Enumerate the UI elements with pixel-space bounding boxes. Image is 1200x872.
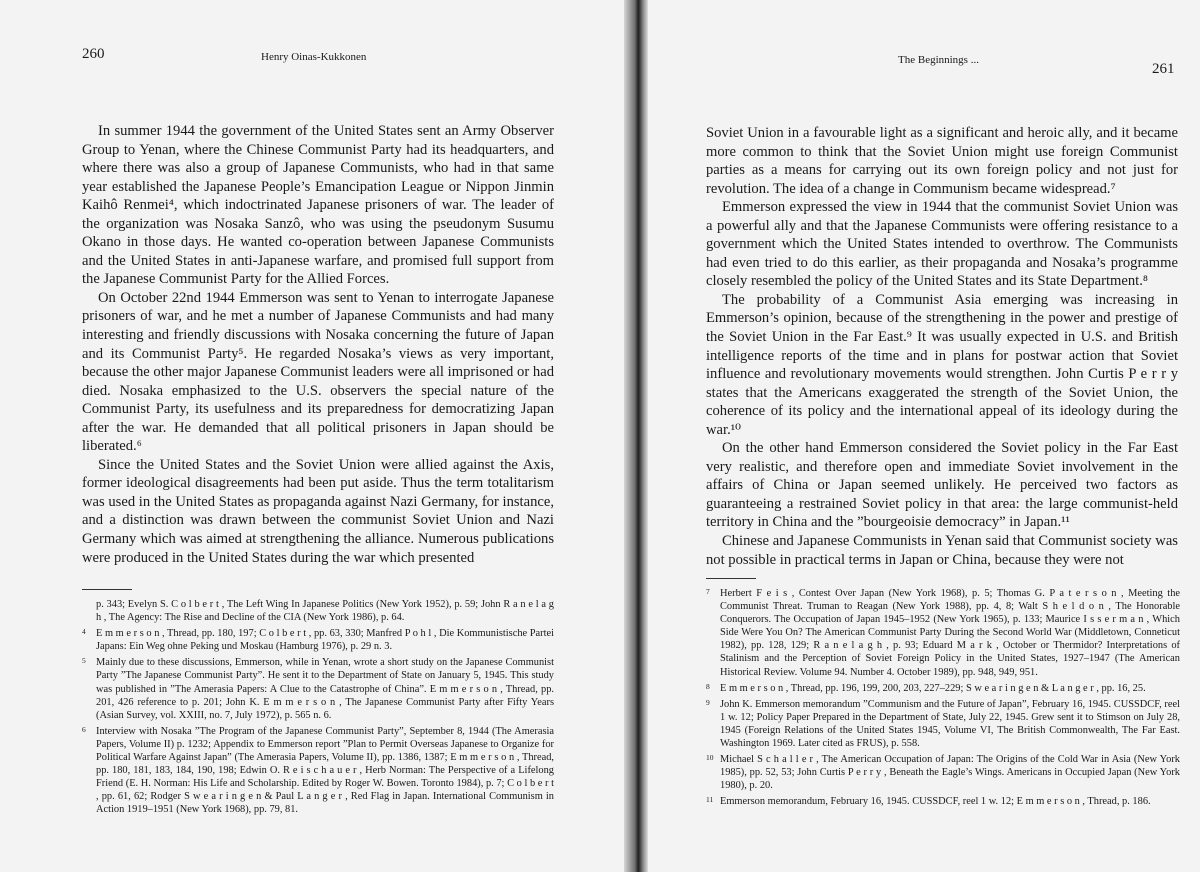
right-running-head: The Beginnings ... bbox=[898, 54, 979, 66]
footnote-text: E m m e r s o n , Thread, pp. 180, 197; C o l b e r t , pp. 63, 330; Manfred P o h l , Die Kommunistische Partei Japans: Ein Weg ohne Peking und Moskau (Hamburg 1976), p. 29 n. 3. bbox=[96, 628, 554, 653]
footnote bbox=[82, 725, 554, 817]
footnote-mark: 9 bbox=[706, 697, 710, 707]
footnote bbox=[706, 587, 1180, 679]
footnote-text: Interview with Nosaka ”The Program of the Japanese Communist Party”, September 8, 1944 (The Amerasia Papers, Volume II) p. 1232; Appendix to Emmerson report ”Plan to Permit Overseas Japanese to Organize for Political Warfare Against Japan” (The Amerasia Papers, Volume II), pp. 1386, 1387; E m m e r s o n , Thread, pp. 180, 181, 183, 184, 190, 198; Edwin O. R e i s c h a u e r , Herb Norman: The Perspective of a Lifelong Friend (E. H. Norman: His Life and Scholarship. Edited by Roger W. Bowen. Toronto 1984), p. 7; C o l b e r t , pp. 61, 62; Rodger S w e a r i n g e n & Paul L a n g e r , Red Flag in Japan. International Communism in Action 1919–1951 (New York 1968), pp. 79, 81. bbox=[96, 725, 554, 816]
paragraph: The probability of a Communist Asia emerging was increasing in Emmerson’s opinion, because of the strengthening in the power and prestige of the Soviet Union in the Far East.⁹ It was usually expected in U.S. and British intelligence reports of the time and in plans for postwar action that Soviet influence and revolutionary movements would strengthen. John Curtis P e r r y states that the Americans exaggerated the strength of the Soviet Union, the coherence of its policy and the international appeal of its ideology during the war.¹⁰ bbox=[706, 291, 1178, 438]
footnote bbox=[706, 795, 1180, 808]
right-page-number: 261 bbox=[1152, 61, 1175, 77]
footnote-rule bbox=[706, 578, 756, 579]
footnote-text: Herbert F e i s , Contest Over Japan (New York 1968), p. 5; Thomas G. P a t e r s o n , Meeting the Communist Threat. Truman to Reagan (New York 1988), pp. 4, 8; Walt S h e l d o n , The Honorable Conquerors. The Occupation of Japan 1945–1952 (New York 1965), p. 133; Maurice I s s e r m a n , Which Side Were You On? The American Communist Party During the Second World War (Middletown, Conneticut 1982), pp. 128, 129; R a n e l a g h , p. 93; Eduard M a r k , October or Thermidor? Interpretations of Stalinism and the Perception of Soviet Foreign Policy in the United States, 1927–1947 (The American Historical Review. Volume 94. Number 4. October 1989), pp. 948, 949, 951. bbox=[720, 588, 1180, 678]
paragraph: Chinese and Japanese Communists in Yenan said that Communist society was not possible in practical terms in Japan or China, because they were not bbox=[706, 533, 1178, 568]
footnote-mark: 4 bbox=[82, 627, 86, 637]
footnote-mark: 7 bbox=[706, 587, 710, 596]
footnote-mark: 10 bbox=[706, 753, 714, 763]
footnote-text: E m m e r s o n , Thread, pp. 196, 199, 200, 203, 227–229; S w e a r i n g e n & L a n g e r , pp. 16, 25. bbox=[720, 682, 1146, 694]
footnote-rule bbox=[82, 589, 132, 590]
left-page-number: 260 bbox=[82, 46, 105, 62]
footnote bbox=[82, 598, 554, 624]
footnote-mark: 5 bbox=[82, 656, 86, 666]
footnote bbox=[82, 627, 554, 653]
footnote bbox=[706, 698, 1180, 750]
footnote bbox=[82, 656, 554, 721]
paragraph: In summer 1944 the government of the United States sent an Army Observer Group to Yenan, where the Chinese Communist Party had its headquarters, and where there was also a group of Japanese Communists, who had in that same year established the Japanese People’s Emancipation League or Nippon Jinmin Kaihô Renmei⁴, which indoctrinated Japanese prisoners of war. The leader of the organization was Nosaka Sanzô, who was using the pseudonym Susumu Okano in those days. He wanted co-operation between Japanese Communists and the United States in anti-Japanese warfare, and promised full support from the Japanese Communist Party for the Allied Forces. bbox=[82, 123, 554, 288]
footnote-mark: 6 bbox=[82, 724, 86, 734]
paragraph: Soviet Union in a favourable light as a significant and heroic ally, and it became more common to think that the Soviet Union might use foreign Communist parties as a means for carrying out its own foreign policy and not just for revolution. The idea of a change in Communism became widespread.⁷ bbox=[706, 125, 1178, 197]
footnote-text: Michael S c h a l l e r , The American Occupation of Japan: The Origins of the Cold War in Asia (New York 1985), pp. 52, 53; John Curtis P e r r y , Beneath the Eagle’s Wings. Americans in Occupied Japan (New York 1980), p. 20. bbox=[720, 754, 1180, 792]
book-gutter bbox=[624, 0, 648, 872]
paragraph: On the other hand Emmerson considered the Soviet policy in the Far East very realistic, and therefore open and immediate Soviet involvement in the affairs of China or Japan seemed unlikely. He perceived two factors as guaranteeing a restrained Soviet policy in that area: the large communist-held territory in China and the ”bourgeoisie democracy” in Japan.¹¹ bbox=[706, 440, 1178, 531]
footnote bbox=[706, 753, 1180, 792]
footnote-text: Emmerson memorandum, February 16, 1945. CUSSDCF, reel 1 w. 12; E m m e r s o n , Thread, p. 186. bbox=[720, 796, 1151, 808]
right-footnotes bbox=[706, 587, 1180, 812]
left-body-text bbox=[82, 122, 554, 567]
footnote-mark: 8 bbox=[706, 681, 710, 691]
footnote-text: p. 343; Evelyn S. C o l b e r t , The Left Wing In Japanese Politics (New York 1952), p. 59; John R a n e l a g h , The Agency: The Rise and Decline of the CIA (New York 1986), p. 64. bbox=[96, 599, 554, 624]
left-footnotes bbox=[82, 598, 554, 820]
footnote-mark: 11 bbox=[706, 795, 714, 805]
footnote-text: Mainly due to these discussions, Emmerson, while in Yenan, wrote a short study on the Japanese Communist Party ”The Japanese Communist Party”. He sent it to the Department of State on January 5, 1945. This study was published in ”The Amerasia Papers: A Clue to the Catastrophe of China”. E m m e r s o n , Thread, pp. 201, 426 reference to p. 201; John K. E m m e r s o n , The Japanese Communist Party after Fifty Years (Asian Survey, vol. XXIII, no. 7, July 1972), p. 565 n. 6. bbox=[96, 657, 554, 721]
left-running-head: Henry Oinas-Kukkonen bbox=[261, 51, 367, 63]
footnote bbox=[706, 682, 1180, 695]
paragraph: Since the United States and the Soviet Union were allied against the Axis, former ideological disagreements had been put aside. Thus the term totalitarism was used in the United States as propaganda against Nazi Germany, for instance, and a distinction was drawn between the communist Soviet Union and Nazi Germany which was aimed at strengthening the alliance. Numerous publications were produced in the United States during the war which presented bbox=[82, 456, 554, 566]
footnote-text: John K. Emmerson memorandum ”Communism and the Future of Japan”, February 16, 1945. CUSSDCF, reel 1 w. 12; Policy Paper Prepared in the Department of State, July 22, 1945. Grew sent it to Stimson on July 28, 1945 (Foreign Relations of the United States 1945, Volume VI, The British Commonwealth, The Far East. Washington 1969. Later cited as FRUS), p. 558. bbox=[720, 698, 1180, 750]
right-page bbox=[648, 0, 1200, 872]
paragraph: On October 22nd 1944 Emmerson was sent to Yenan to interrogate Japanese prisoners of war, and he met a number of Japanese Communists and had many interesting and friendly discussions with Nosaka concerning the future of Japan and its Communist Party⁵. He regarded Nosaka’s views as very important, because the other major Japanese Communist leaders were all imprisoned or had died. Nosaka emphasized to the U.S. observers the special nature of the Communist Party, its usefulness and its preparedness for democratizing Japan after the war. He demanded that all political prisoners in Japan should be liberated.⁶ bbox=[82, 289, 554, 455]
right-body-text bbox=[706, 124, 1178, 569]
paragraph: Emmerson expressed the view in 1944 that the communist Soviet Union was a powerful ally and that the Japanese Communists were offering resistance to a government which the United States intended to overthrow. The Communists had even tried to do this earlier, as their propaganda and Nosaka’s programme closely resembled the policy of the United States and its State Department.⁸ bbox=[706, 199, 1178, 290]
